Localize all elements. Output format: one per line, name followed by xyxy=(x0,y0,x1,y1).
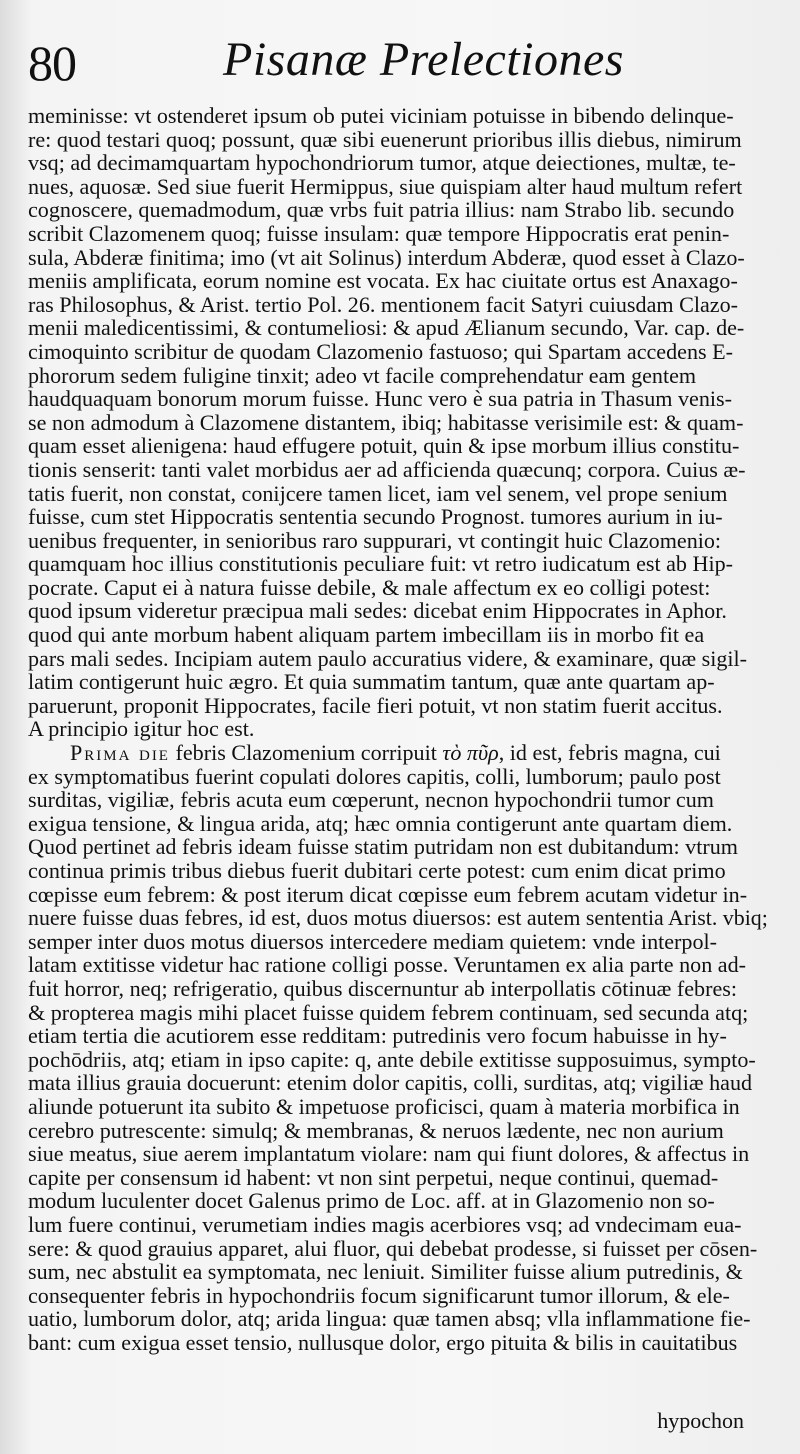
text-line: ras Philosophus, & Arist. tertio Pol. 26. mentionem facit Satyri cuiusdam Clazo- xyxy=(28,291,738,317)
text-line: bant: cum exigua esset tensio, nullusque dolor, ergo pituita & bilis in cauitatibus xyxy=(28,1329,738,1355)
text-line: vsq; ad decimamquartam hypochondriorum tumor, atque deiectiones, multæ, te- xyxy=(28,150,736,176)
body-paragraph-1 xyxy=(28,104,768,741)
section-first-line-text: febris Clazomenium corripuit xyxy=(169,740,443,766)
text-line: & propterea magis mihi placet fuisse quidem febrem continuam, sed secunda atq; xyxy=(28,999,749,1025)
text-line: haudquaquam bonorum morum fuisse. Hunc vero è sua patria in Thasum venis- xyxy=(28,386,732,412)
body-text xyxy=(28,104,768,1354)
section-lead: Prima die xyxy=(70,740,170,766)
section-first-line-tail: , id est, febris magna, cui xyxy=(498,740,721,766)
text-line: se non admodum à Clazomene distantem, ibiq; habitasse verisimile est: & quam- xyxy=(28,409,744,435)
text-line: continua primis tribus diebus fuerit dubitari certe potest: cum enim dicat primo xyxy=(28,858,726,883)
catchword: hypochon xyxy=(657,1408,744,1433)
text-line: lum fuere continui, verumetiam indies magis acerbiores vsq; ad vndecimam eua- xyxy=(28,1211,742,1237)
text-line: siue meatus, siue aerem implantatum violare: nam qui fiunt dolores, & affectus in xyxy=(28,1141,750,1167)
greek-phrase: τὸ πῦρ xyxy=(442,740,499,766)
text-line: semper inter duos motus diuersos intercedere mediam quietem: vnde interpol- xyxy=(28,928,718,954)
text-line: sum, nec abstulit ea symptomata, nec leniuit. Similiter fuisse alium putredinis, & xyxy=(28,1259,743,1285)
text-line: A principio igitur hoc est. xyxy=(28,716,255,742)
page-header xyxy=(28,32,782,94)
text-line: tionis senserit: tanti valet morbidus aer ad afficienda quæcunq; corpora. Cuius æ- xyxy=(28,456,746,482)
text-line: cognoscere, quemadmodum, quæ vrbs fuit patria illius: nam Strabo lib. secundo xyxy=(28,197,735,223)
text-line: re: quod testari quoq; possunt, quæ sibi euenerunt prioribus illis diebus, nimirum xyxy=(28,126,742,152)
text-line: cœpisse eum febrem: & post iterum dicat cœpisse eum febrem acutam videtur in- xyxy=(28,881,748,907)
text-line: sere: & quod grauius apparet, alui fluor, qui debebat prodesse, si fuisset per cōsen- xyxy=(28,1235,758,1261)
text-line: ex symptomatibus fuerint copulati dolores capitis, colli, lumborum; paulo post xyxy=(28,763,721,789)
text-line: aliunde potuerunt ita subito & impetuose proficisci, quam à materia morbifica in xyxy=(28,1093,740,1119)
text-line: quam esset alienigena: haud effugere potuit, quin & ipse morbum illius constitu- xyxy=(28,433,740,459)
text-line: Quod pertinet ad febris ideam fuisse statim putridam non est dubitandum: vtrum xyxy=(28,834,738,860)
text-line: meminisse: vt ostenderet ipsum ob putei viciniam potuisse in bibendo delinque- xyxy=(28,103,734,128)
text-line: quod ipsum videretur præcipua mali sedes: dicebat enim Hippocrates in Aphor. xyxy=(28,598,727,624)
section-first-line xyxy=(28,741,768,765)
text-line: nuere fuisse duas febres, id est, duos motus diuersos: est autem sententia Arist. vbiq; xyxy=(28,905,768,931)
text-line: modum luculenter docet Galenus primo de Loc. aff. at in Glazomenio non so- xyxy=(28,1188,715,1214)
text-line: quod qui ante morbum habent aliquam partem imbecillam iis in morbo fit ea xyxy=(28,622,705,648)
running-title: Pisanæ Prelectiones xyxy=(223,33,624,86)
page-number: 80 xyxy=(28,35,76,91)
text-line: mata illius grauia docuerunt: etenim dolor capitis, colli, surditas, atq; vigiliæ haud xyxy=(28,1070,753,1096)
text-line: meniis amplificata, eorum nomine est vocata. Ex hac ciuitate ortus est Anaxago- xyxy=(28,268,738,294)
text-line: latam extitisse videtur hac ratione colligi posse. Veruntamen ex alia parte non ad- xyxy=(28,952,747,978)
text-line: cimoquinto scribitur de quodam Clazomenio fastuoso; qui Spartam accedens E- xyxy=(28,338,733,364)
text-line: cerebro putrescente: simulq; & membranas, & neruos lædente, nec non aurium xyxy=(28,1117,724,1143)
text-line: pocrate. Caput ei à natura fuisse debile, & male affectum ex eo colligi potest: xyxy=(28,574,711,600)
body-paragraph-2 xyxy=(28,741,768,1354)
text-line: uatio, lumborum dolor, atq; arida lingua: quæ tamen absq; vlla inflammatione fie- xyxy=(28,1306,751,1332)
text-line: tatis fuerit, non constat, conijcere tamen licet, iam vel senem, vel prope senium xyxy=(28,480,728,506)
text-line: etiam tertia die acutiorem esse redditam: putredinis vero focum habuisse in hy- xyxy=(28,1023,727,1049)
text-line: quamquam hoc illius constitutionis peculiare fuit: vt retro iudicatum est ab Hip- xyxy=(28,551,734,577)
text-line: consequenter febris in hypochondriis focum significarunt tumor illorum, & ele- xyxy=(28,1282,730,1308)
text-line: pochōdriis, atq; etiam in ipso capite: q, ante debile extitisse supposuimus, sympto- xyxy=(28,1046,756,1072)
text-line: scribit Clazomenem quoq; fuisse insulam: quæ tempore Hippocratis erat penin- xyxy=(28,220,730,246)
text-line: sula, Abderæ finitima; imo (vt ait Solinus) interdum Abderæ, quod esset à Clazo- xyxy=(28,244,745,270)
text-line: fuit horror, neq; refrigeratio, quibus discernuntur ab interpollatis cōtinuæ febres: xyxy=(28,975,737,1001)
text-line: nues, aquosæ. Sed siue fuerit Hermippus, siue quispiam alter haud multum refert xyxy=(28,173,743,199)
section-lines xyxy=(28,765,768,1355)
text-line: latim contigerunt huic ægro. Et quia summatim tantum, quæ ante quartam ap- xyxy=(28,669,715,695)
text-line: exigua tensione, & lingua arida, atq; hæc omnia contigerunt ante quartam diem. xyxy=(28,810,733,836)
text-line: pars mali sedes. Incipiam autem paulo accuratius videre, & examinare, quæ sigil- xyxy=(28,645,748,671)
text-line: capite per consensum id habent: vt non sint perpetui, neque continui, quemad- xyxy=(28,1164,719,1190)
text-line: phororum sedem fuligine tinxit; adeo vt facile comprehendatur eam gentem xyxy=(28,362,697,388)
text-line: uenibus frequenter, in senioribus raro suppurari, vt contingit huic Clazomenio: xyxy=(28,527,722,553)
text-line: menii maledicentissimi, & contumeliosi: & apud Ælianum secundo, Var. cap. de- xyxy=(28,315,745,341)
text-line: paruerunt, proponit Hippocrates, facile fieri potuit, vt non statim fuerit accitus. xyxy=(28,692,723,718)
text-line: fuisse, cum stet Hippocratis sententia secundo Prognost. tumores aurium in iu- xyxy=(28,504,723,530)
text-line: surditas, vigiliæ, febris acuta eum cœperunt, necnon hypochondrii tumor cum xyxy=(28,787,714,813)
